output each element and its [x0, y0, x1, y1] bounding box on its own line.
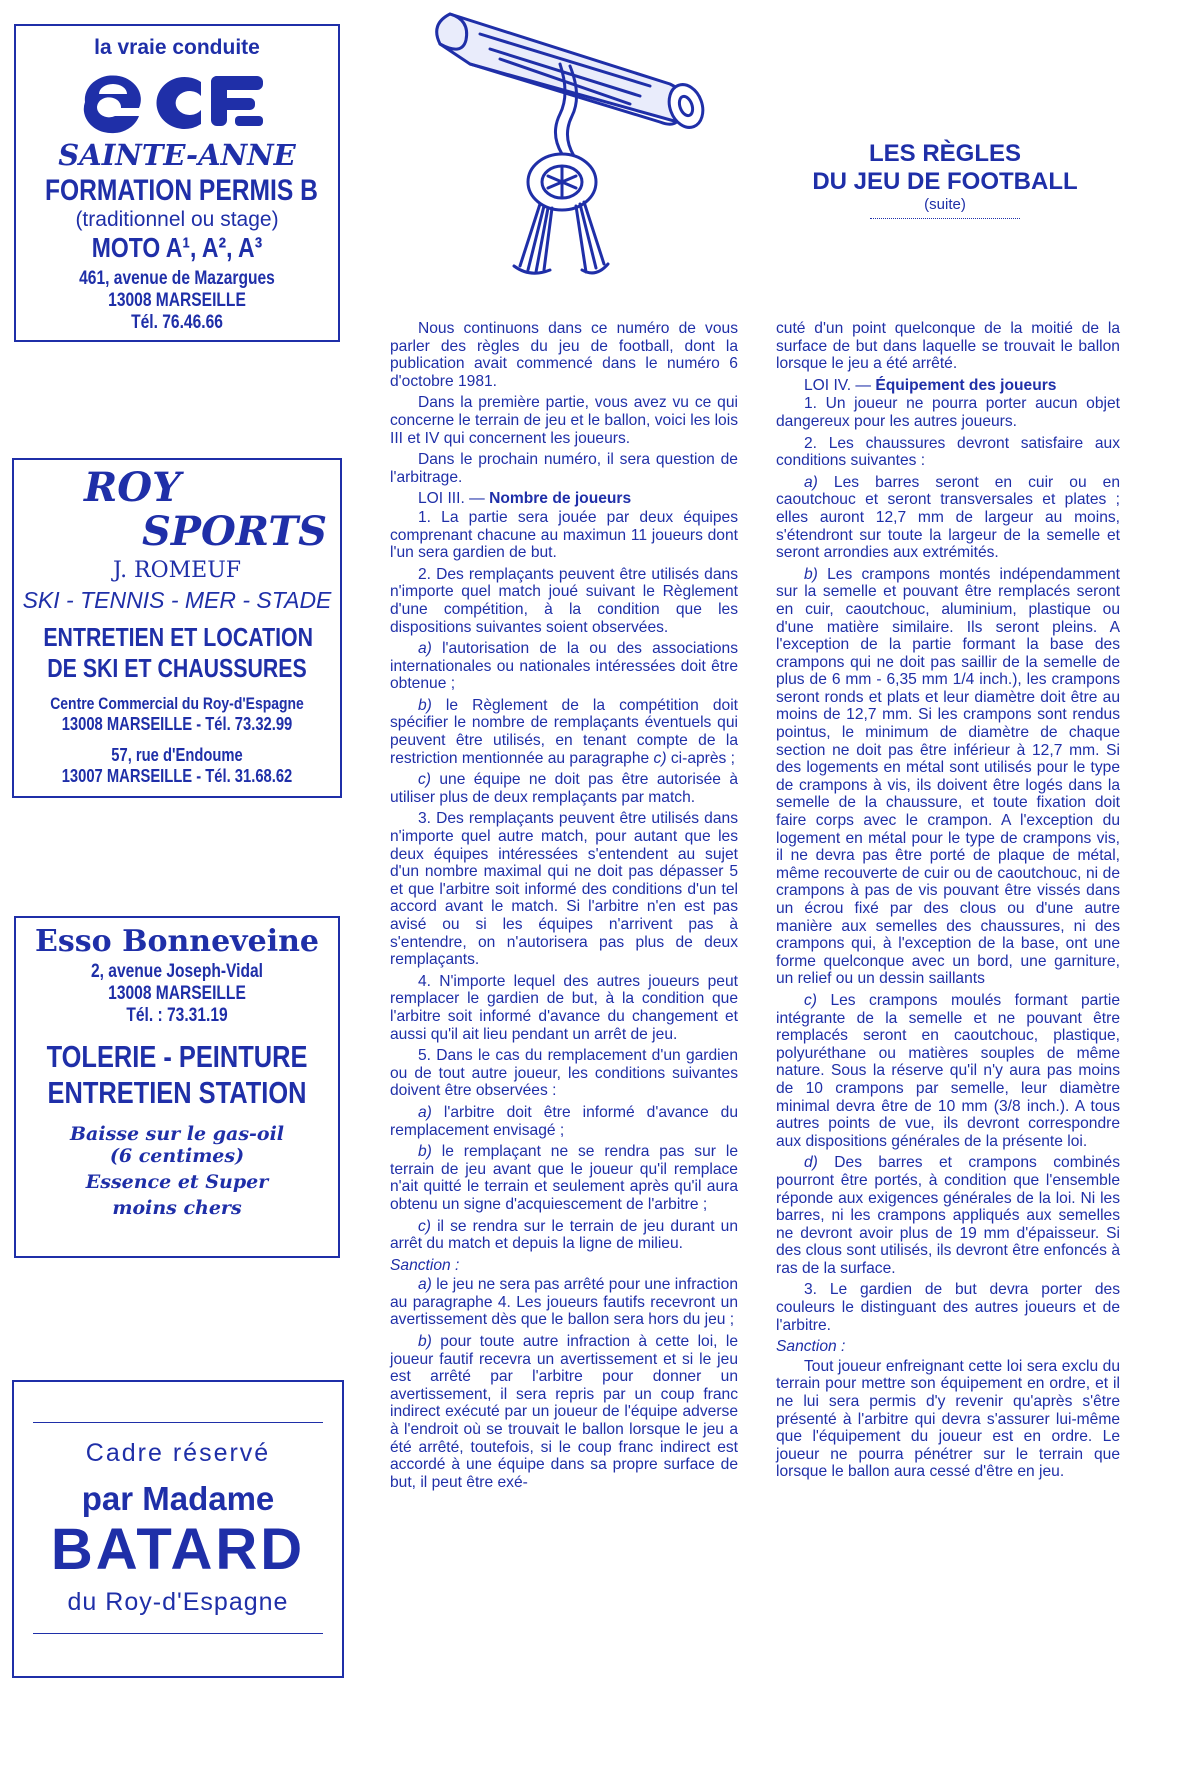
loi4-rule2d [776, 1154, 1120, 1277]
ecf-phone: Tél. 76.46.66 [131, 312, 223, 333]
loi4-rule2b-label: b) [804, 565, 818, 583]
roy-title1: ROY [84, 464, 181, 511]
loi3-rule2a-label: a) [418, 640, 432, 658]
loi3-heading [390, 490, 738, 508]
article-column-2 [776, 320, 1120, 1485]
batard-line1: Cadre réservé [85, 1439, 271, 1467]
loi3-rule5c-text: il se rendra sur le terrain de jeu durant un arrêt du match et depuis la ligne de milieu. [390, 1217, 738, 1253]
title-rule [870, 218, 1020, 219]
loi4-rule2a [776, 474, 1120, 562]
roy-addr1-l2: 13008 MARSEILLE - Tél. 73.32.99 [61, 714, 293, 734]
roy-service1: ENTRETIEN ET LOCATION [43, 622, 314, 652]
loi3-rule5b-text: le remplaçant ne se rendra pas sur le terrain de jeu avant que le joueur qu'il remplace n'ait quitté le terrain et seulement après qu'il aura obtenu un signe d'acquiescement de l'arbitre ; [390, 1143, 738, 1213]
ad-roy-sports [12, 458, 342, 798]
article-column-1 [390, 320, 738, 1495]
loi3-rule2c-text: une équipe ne doit pas être autorisée à utiliser plus de deux remplaçants par match. [390, 771, 738, 806]
loi4-rule2b-text: Les crampons montés indépendamment sur la semelle et pouvant être remplacés seront en cuir, caoutchouc, aluminium, plastique ou d'une matière similaire. Ils seront pleins. A l'exception de la partie formant la base des crampons qui ne doit pas saillir de la semelle de plus de 6 mm - 6,35 mm 1/4 inch.), les crampons seront ronds et plats et leur diamètre doit être au moins de 12,7 mm. Si les crampons sont rendus pointus, le minimum de diamètre de chaque section ne doit pas être inférieur à 12,7 mm. Si des logements en métal sont utilisés pour le type de crampons à vis, ils doivent être logés dans la semelle de la chaussure, et toute fixation doit faire corps avec le crampon. A l'exception du logement en métal pour le type de crampons vis, il ne devra pas être porté de plaque de métal, même recouverte de cuir ou de caoutchouc, ni de crampons à pas de vis pouvant être vissés dans un écrou fixé par des clous ou d'une autre manière aux semelles des chaussures, ni des crampons qui, à l'exception de la base, ont une forme quelconque avec un bord, une garniture, un relief ou un dessin saillants [776, 565, 1120, 988]
esso-promo4: moins chers [112, 1197, 242, 1219]
loi4-sanction-text: Tout joueur enfreignant cette loi sera exclu du terrain pour mettre son équipement en ordre, et il ne lui sera permis d'y revenir qu'après s'être présenté à l'arbitre qui devra s'assurer lui-même que l'équipement du joueur est en ordre. Le joueur ne pourra pénétrer sur le terrain que lorsque le ballon aura cessé d'être en jeu. [776, 1357, 1120, 1481]
article-title-block [780, 140, 1110, 219]
esso-addr2: 13008 MARSEILLE [108, 983, 246, 1004]
esso-promo1: Baisse sur le gas-oil [69, 1123, 285, 1145]
loi4-sanction-heading: Sanction : [776, 1338, 846, 1356]
loi4-rule2a-text: Les barres seront en cuir ou en caoutchouc et seront transversales et plates ; elles auront 12,7 mm de largeur au moins, s'étendront sur toute la largeur de la semelle et seront arrondies aux extrémités. [776, 473, 1120, 562]
loi3-rule2b-ref: c) [653, 749, 667, 767]
roy-addr2-l1: 57, rue d'Endoume [111, 745, 243, 765]
intro-p2: Dans la première partie, vous avez vu ce qui concerne le terrain de jeu et le ballon, voici les lois III et IV qui concernent les joueurs. [390, 394, 738, 447]
loi3-continuation: cuté d'un point quelconque de la moitié de la surface de but dans laquelle se trouvait le ballon lorsque le jeu a été arrêté. [776, 320, 1120, 373]
esso-service1: TOLERIE - PEINTURE [46, 1039, 308, 1074]
loi3-rule5a-label: a) [418, 1103, 432, 1121]
loi4-prefix: LOI IV. — [804, 376, 876, 394]
loi3-rule2c-label: c) [418, 771, 431, 789]
roy-addr1-l1: Centre Commercial du Roy-d'Espagne [50, 694, 304, 713]
ecf-line3: MOTO A¹, A², A³ [91, 232, 263, 263]
loi3-rule5b-label: b) [418, 1143, 432, 1161]
ecf-tagline: la vraie conduite [94, 36, 260, 59]
ecf-logo [77, 64, 277, 134]
loi4-rule2d-text: Des barres et crampons combinés pourront être portés, à condition que l'ensemble réponde aux exigences générales de la loi. Ni les barres, ni les crampons appliqués aux semelles ne devront avoir plus de 19 mm d'épaisseur. Si des clous sont utilisés, ils devront être enfoncés à ras de la surface. [776, 1154, 1120, 1277]
batard-line4: du Roy-d'Espagne [67, 1588, 289, 1616]
loi3-title: Nombre de joueurs [489, 490, 632, 508]
esso-phone: Tél. : 73.31.19 [126, 1005, 228, 1026]
loi3-rule2a-text: l'autorisation de la ou des associations internationales ou nationales intéressées doit être obtenue ; [390, 640, 738, 693]
loi4-rule2a-label: a) [804, 473, 818, 491]
loi4-rule2c-text: Les crampons moulés formant partie intégrante de la semelle et ne pouvant être remplacés seront en caoutchouc, plastique, polyuréthane ou matières souples de même nature. Sous la réserve qu'il n'y aura pas moins de 10 crampons par semelle, leur diamètre minimal devra être de 10 mm (3/8 inch.). A tous autres points de vue, ils devront correspondre aux dispositions générales de la présente loi. [776, 991, 1120, 1150]
article-subtitle: (suite) [924, 196, 966, 213]
esso-addr1: 2, avenue Joseph-Vidal [90, 961, 264, 982]
loi3-sanction-b-text: pour toute autre infraction à cette loi, le joueur fautif recevra un avertissement et si le jeu est arrêté par l'arbitre pour donner un avertissement, il sera repris par un coup franc indirect exécuté par un joueur de l'équipe adverse à l'endroit où se trouvait le ballon lorsque le jeu a été arrêté, toutefois, si le coup franc indirect est accordé à une équipe dans sa propre surface de but, il peut être exé- [390, 1333, 738, 1491]
batard-top-rule [33, 1422, 323, 1423]
roy-service2: DE SKI ET CHAUSSURES [47, 653, 307, 683]
loi4-rule2c [776, 992, 1120, 1150]
loi3-sanction-a-text: le jeu ne sera pas arrêté pour une infraction au paragraphe 4. Les joueurs fautifs recevront un avertissement dès que le ballon sera hors du jeu ; [390, 1276, 738, 1329]
article-title-line2: DU JEU DE FOOTBALL [812, 168, 1078, 195]
ecf-name: SAINTE-ANNE [58, 138, 296, 172]
loi4-heading [776, 377, 1120, 395]
ad-esso-bonneveine [14, 916, 340, 1258]
intro-p3: Dans le prochain numéro, il sera question de l'arbitrage. [390, 451, 738, 486]
batard-line2: par Madame [81, 1480, 275, 1517]
batard-line3: BATARD [50, 1517, 306, 1582]
loi3-rule5c-label: c) [418, 1217, 431, 1235]
loi4-rule2c-label: c) [804, 991, 817, 1009]
loi3-rule4: 4. N'importe lequel des autres joueurs peut remplacer le gardien de but, à la condition que l'arbitre soit informé d'avance du changement et aussi qu'il ait lieu pendant un arrêt de jeu. [390, 972, 738, 1043]
ecf-line1: FORMATION PERMIS B [44, 174, 318, 207]
loi3-rule5a-text: l'arbitre doit être informé d'avance du remplacement envisagé ; [390, 1103, 738, 1139]
loi3-rule5b [390, 1143, 738, 1213]
loi4-rule2b [776, 566, 1120, 988]
loi3-sanction-b-label: b) [418, 1333, 432, 1351]
loi3-prefix: LOI III. — [418, 490, 490, 508]
loi3-rule2b [390, 697, 738, 767]
loi3-sanction-a-label: a) [418, 1276, 432, 1294]
esso-service2: ENTRETIEN STATION [47, 1075, 307, 1110]
loi4-rule1: 1. Un joueur ne pourra porter aucun objet dangereux pour les autres joueurs. [776, 395, 1120, 430]
roy-addr2-l2: 13007 MARSEILLE - Tél. 31.68.62 [61, 766, 293, 786]
ad-ecf [14, 24, 340, 342]
loi3-rule2a [390, 640, 738, 693]
esso-promo3: Essence et Super [85, 1171, 269, 1193]
loi4-rule3: 3. Le gardien de but devra porter des couleurs le distinguant des autres joueurs et de l'arbitre. [776, 1281, 1120, 1334]
intro-p1: Nous continuons dans ce numéro de vous parler des règles du jeu de football, dont la publication avait commencé dans le numéro 6 d'octobre 1981. [390, 320, 738, 390]
loi3-sanction-a [390, 1276, 738, 1329]
article-title-line1: LES RÈGLES [868, 140, 1022, 167]
loi3-sanction-heading: Sanction : [390, 1256, 460, 1274]
scroll-illustration [410, 4, 730, 304]
loi3-rule2: 2. Des remplaçants peuvent être utilisés dans n'importe quel match joué suivant le Règlement d'une compétition, à la condition que les dispositions suivantes soient observées. [390, 565, 738, 636]
loi3-rule2c [390, 771, 738, 806]
loi3-sanction-b [390, 1333, 738, 1491]
esso-promo2: (6 centimes) [109, 1145, 245, 1167]
roy-title2: SPORTS [142, 508, 327, 555]
ecf-address1: 461, avenue de Mazargues [79, 268, 275, 289]
loi3-rule2b-label: b) [418, 696, 432, 714]
ecf-address2: 13008 MARSEILLE [108, 290, 246, 311]
loi4-rule2: 2. Les chaussures devront satisfaire aux conditions suivantes : [776, 434, 1120, 470]
loi3-rule5a [390, 1104, 738, 1139]
loi4-rule2d-label: d) [804, 1154, 818, 1172]
loi3-rule5: 5. Dans le cas du remplacement d'un gardien ou de tout autre joueur, les conditions suivantes doivent être observées : [390, 1047, 738, 1100]
esso-title: Esso Bonneveine [35, 924, 319, 959]
ad-madame-batard [12, 1380, 344, 1678]
ecf-line2: (traditionnel ou stage) [75, 208, 279, 231]
loi3-rule2b-end: ci-après ; [666, 749, 735, 767]
loi4-title: Équipement des joueurs [875, 376, 1057, 394]
roy-owner: J. ROMEUF [112, 558, 242, 583]
loi3-rule5c [390, 1218, 738, 1253]
loi3-rule2b-text: le Règlement de la compétition doit spécifier le nombre de remplaçants éventuels qui peuvent être utilisés, en tenant compte de la restriction mentionnée au paragraphe [390, 696, 738, 767]
loi3-rule3: 3. Des remplaçants peuvent être utilisés dans n'importe quel autre match, pour autant que les deux équipes intéressées s'entendent au sujet d'un nombre maximal qui ne doit pas dépasser 5 et que l'arbitre soit informé des conditions d'un tel accord avant le match. Si l'arbitre n'en est pas avisé ou si les équipes n'arrivent pas à s'entendre, on n'autorisera pas plus de deux remplaçants. [390, 810, 738, 969]
loi3-rule1: 1. La partie sera jouée par deux équipes comprenant chacune au maximun 11 joueurs dont l'un sera gardien de but. [390, 508, 738, 562]
batard-bottom-rule [33, 1633, 323, 1634]
roy-activities: SKI - TENNIS - MER - STADE [22, 587, 332, 613]
